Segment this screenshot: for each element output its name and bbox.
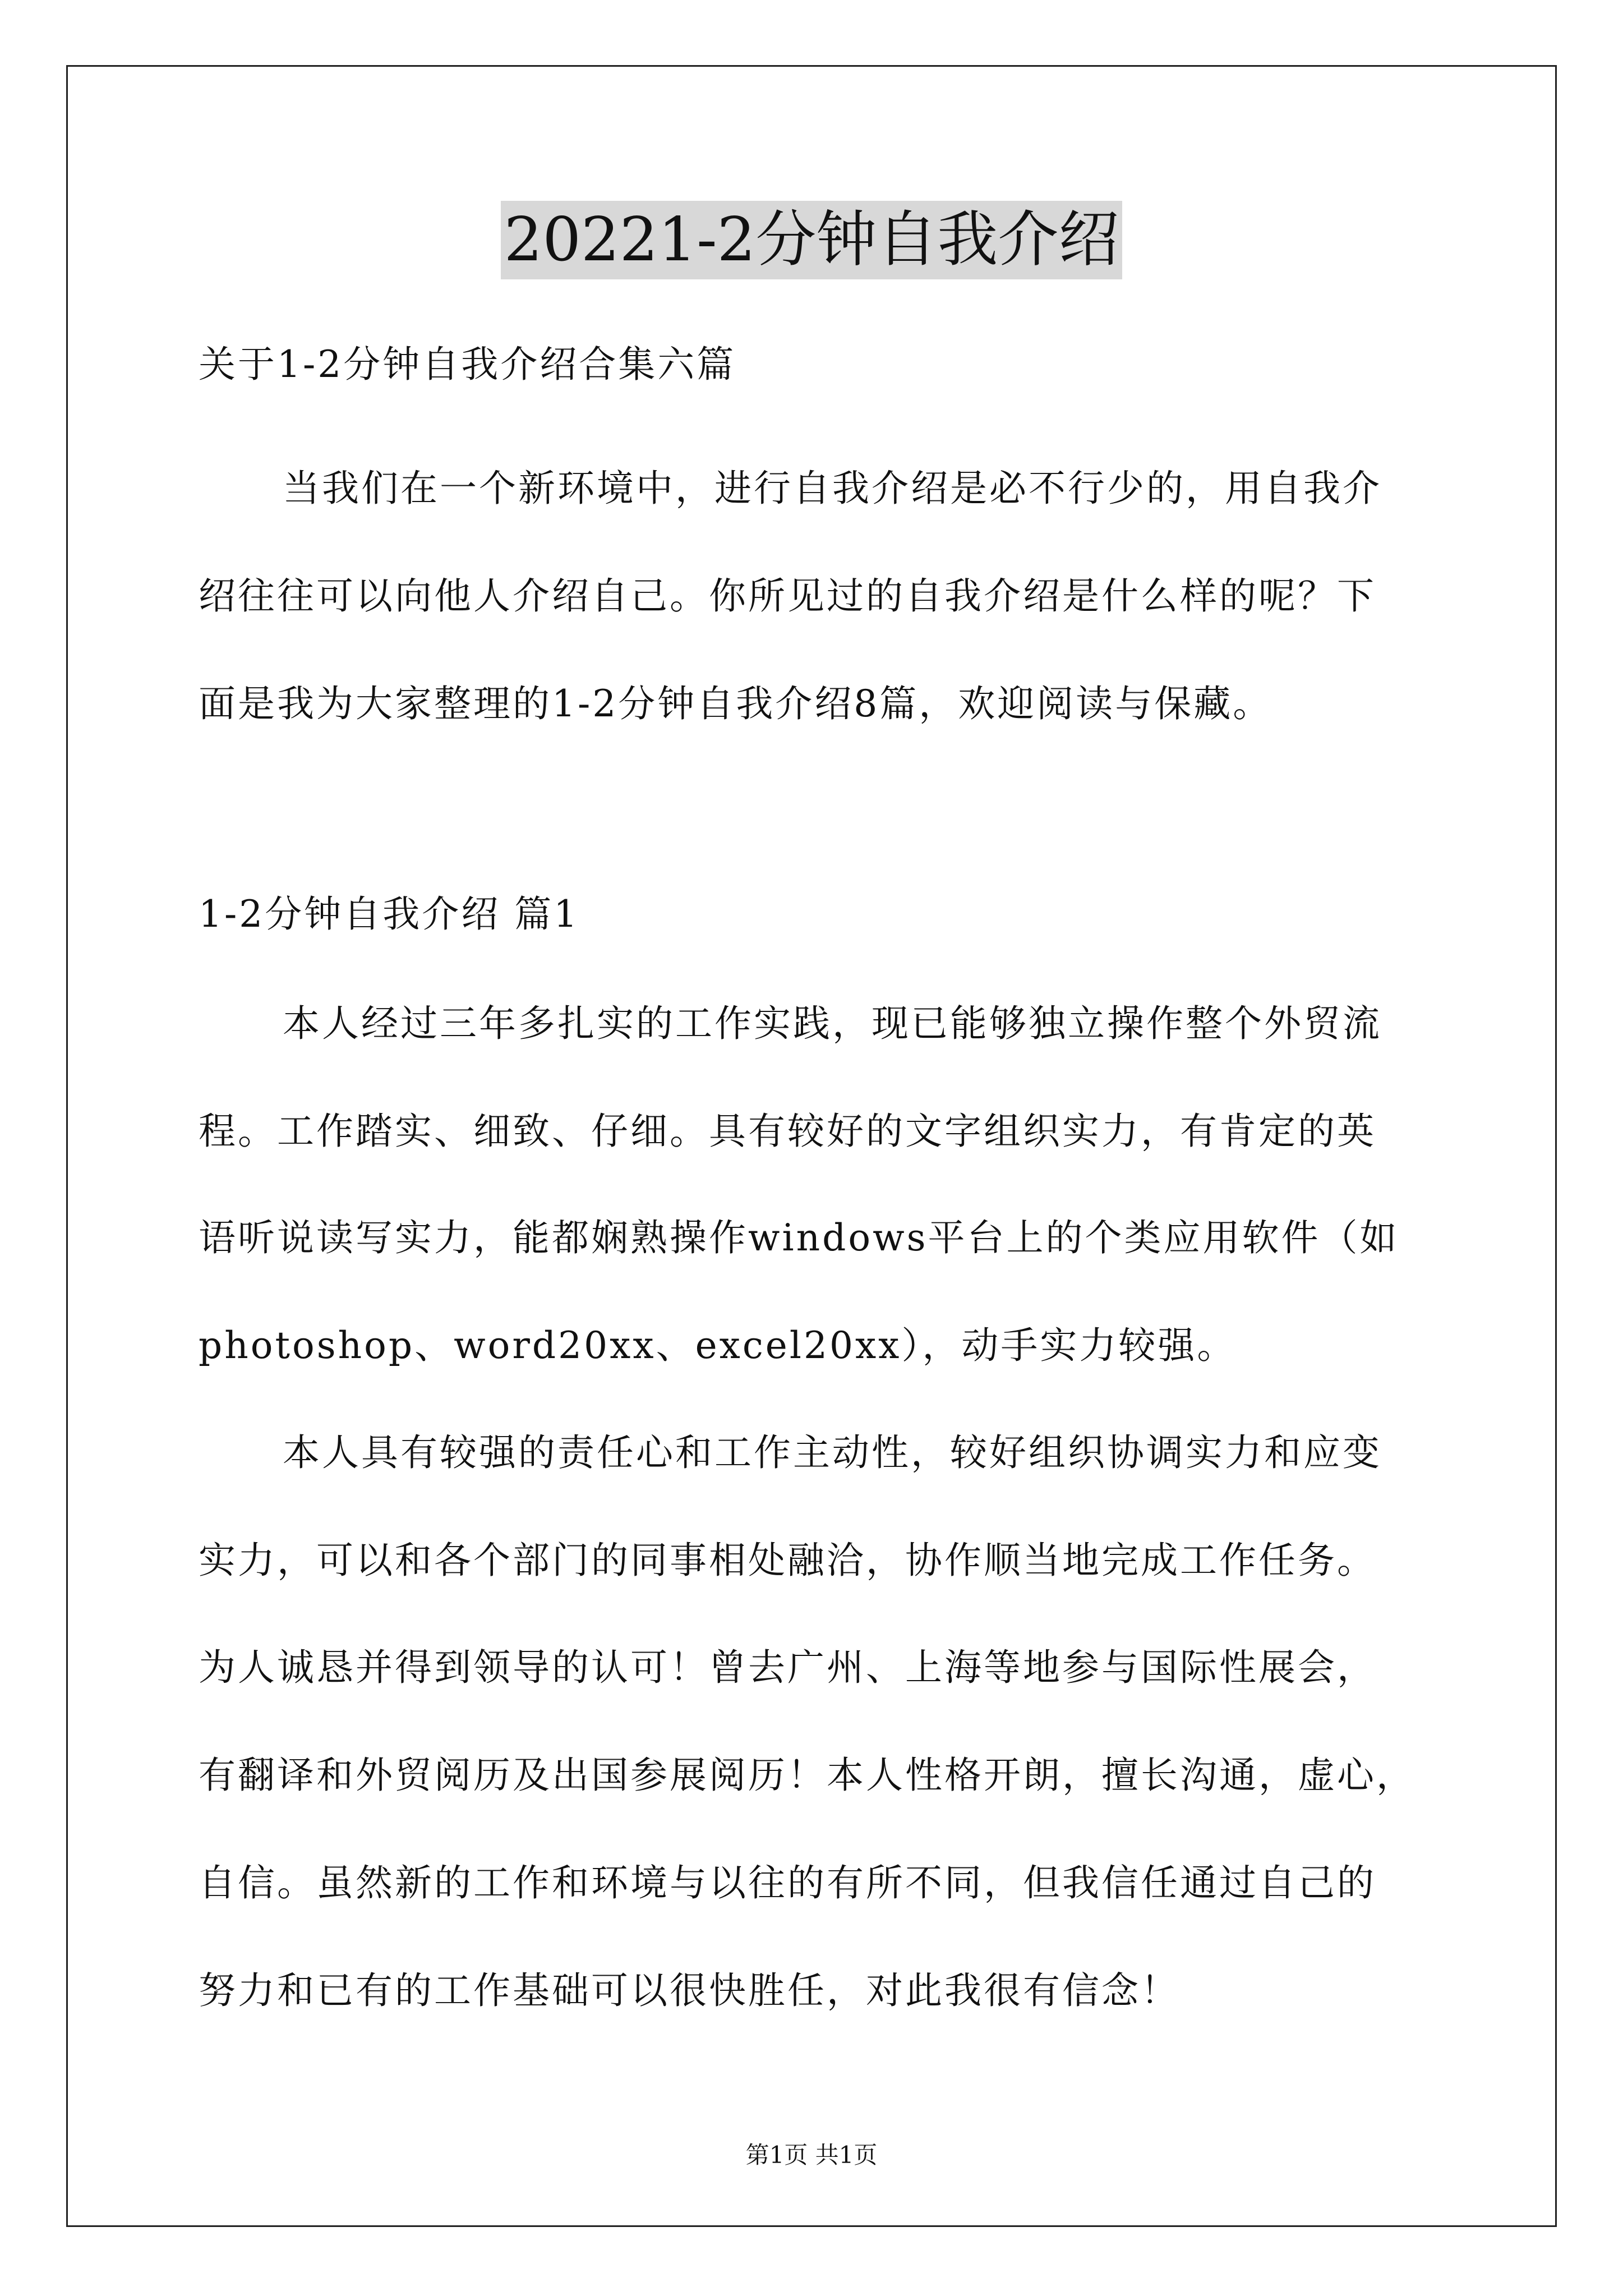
paragraph-line: 为人诚恳并得到领导的认可！曾去广州、上海等地参与国际性展会，: [199, 1646, 1376, 1689]
paragraph-line: photoshop、word20xx、excel20xx），动手实力较强。: [199, 1324, 1237, 1367]
paragraph-line: 实力，可以和各个部门的同事相处融洽，协作顺当地完成工作任务。: [199, 1539, 1376, 1582]
intro-heading: 关于1-2分钟自我介绍合集六篇: [199, 343, 736, 386]
section-heading: 1-2分钟自我介绍 篇1: [199, 892, 580, 936]
paragraph-line: 当我们在一个新环境中，进行自我介绍是必不行少的，用自我介: [283, 467, 1382, 510]
paragraph-line: 绍往往可以向他人介绍自己。你所见过的自我介绍是什么样的呢？下: [199, 574, 1376, 618]
paragraph-line: 程。工作踏实、细致、仔细。具有较好的文字组织实力，有肯定的英: [199, 1110, 1376, 1153]
paragraph-line: 语听说读写实力，能都娴熟操作windows平台上的个类应用软件（如: [199, 1216, 1399, 1259]
paragraph-line: 面是我为大家整理的1-2分钟自我介绍8篇，欢迎阅读与保藏。: [199, 682, 1272, 725]
paragraph-line: 自信。虽然新的工作和环境与以往的有所不同，但我信任通过自己的: [199, 1861, 1376, 1904]
page-footer: 第1页 共1页: [745, 2141, 878, 2169]
title-container: [0, 201, 1623, 279]
paragraph-line: 有翻译和外贸阅历及出国参展阅历！本人性格开朗，擅长沟通，虚心，: [199, 1754, 1415, 1797]
paragraph-line: 本人具有较强的责任心和工作主动性，较好组织协调实力和应变: [283, 1431, 1382, 1474]
document-title: 20221-2分钟自我介绍: [501, 201, 1123, 279]
paragraph-line: 努力和已有的工作基础可以很快胜任，对此我很有信念！: [199, 1969, 1180, 2012]
paragraph-line: 本人经过三年多扎实的工作实践，现已能够独立操作整个外贸流: [283, 1002, 1382, 1045]
